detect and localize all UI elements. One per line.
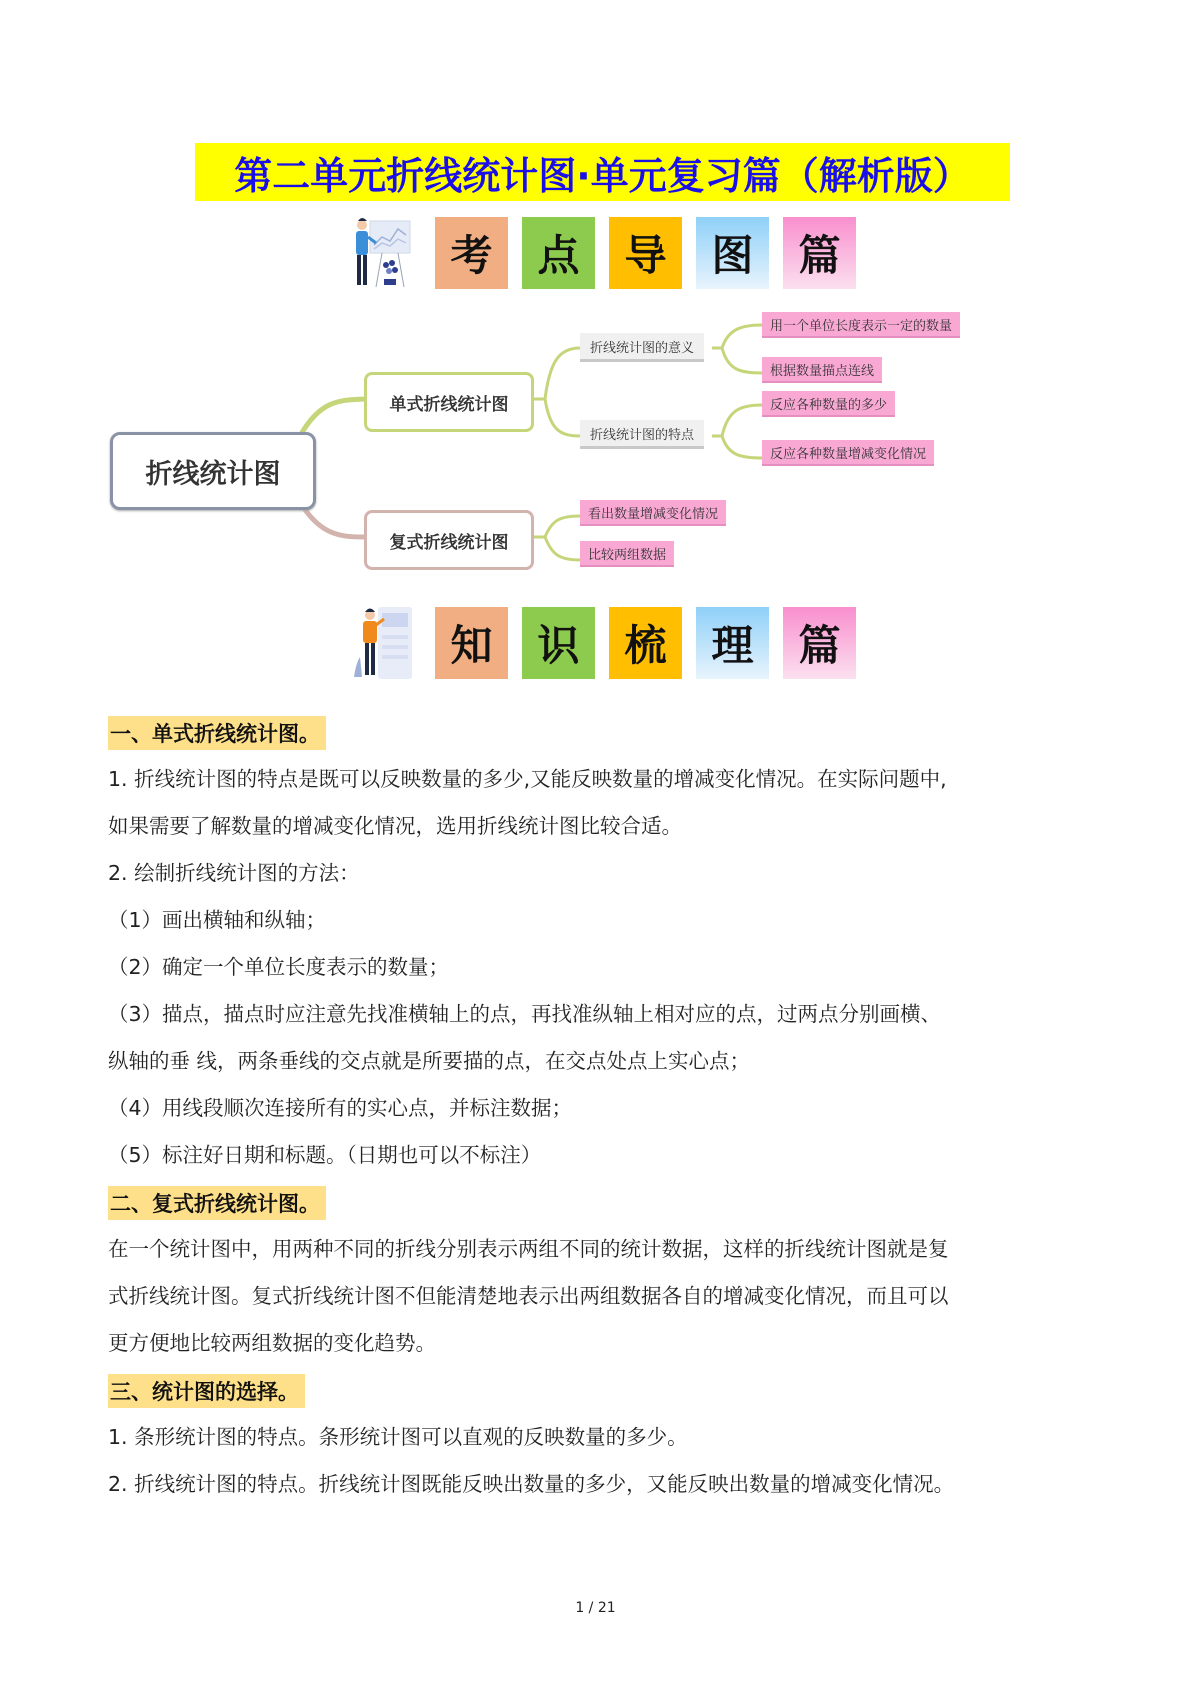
tile-shi: 识 (522, 607, 595, 679)
paragraph-line: 式折线统计图。复式折线统计图不但能清楚地表示出两组数据各自的增减变化情况，而且可以 (108, 1284, 949, 1308)
section-body-single-line (108, 756, 947, 1179)
document-title: 第二单元折线统计图·单元复习篇（解析版） (234, 153, 971, 198)
tile-dian: 点 (522, 217, 595, 289)
paragraph-line: 2. 折线统计图的特点。折线统计图既能反映出数量的多少，又能反映出数量的增减变化情况。 (108, 1472, 955, 1496)
header-knowledge-review (350, 603, 870, 683)
paragraph-line: （1）画出横轴和纵轴； (108, 908, 327, 932)
tile-tu: 图 (696, 217, 769, 289)
paragraph-line: 1. 折线统计图的特点是既可以反映数量的多少,又能反映数量的增减变化情况。在实际问题中, (108, 767, 947, 791)
mindmap-root: 折线统计图 (110, 432, 316, 510)
paragraph-line: （3）描点，描点时应注意先找准横轴上的点，再找准纵轴上相对应的点，过两点分别画横、 (108, 1002, 942, 1026)
tile-zhi: 知 (435, 607, 508, 679)
paragraph-line: 更方便地比较两组数据的变化趋势。 (108, 1331, 436, 1355)
paragraph-line: （2）确定一个单位长度表示的数量； (108, 955, 450, 979)
mindmap-leaf: 根据数量描点连线 (762, 357, 882, 383)
tile-li: 理 (696, 607, 769, 679)
paragraph-line: 1. 条形统计图的特点。条形统计图可以直观的反映数量的多少。 (108, 1425, 688, 1449)
tile-pian: 篇 (783, 217, 856, 289)
paragraph-line: 在一个统计图中，用两种不同的折线分别表示两组不同的统计数据，这样的折线统计图就是复 (108, 1237, 949, 1261)
section-heading-chart-selection: 三、统计图的选择。 (108, 1374, 305, 1408)
mindmap-node-meaning: 折线统计图的意义 (580, 333, 704, 362)
tile-dao: 导 (609, 217, 682, 289)
mindmap-leaf: 看出数量增减变化情况 (580, 500, 726, 526)
paragraph-line: （5）标注好日期和标题。（日期也可以不标注） (108, 1143, 542, 1167)
mindmap-leaf: 用一个单位长度表示一定的数量 (762, 312, 960, 338)
mindmap-leaf: 反应各种数量增减变化情况 (762, 440, 934, 466)
tile-kao: 考 (435, 217, 508, 289)
paragraph-line: 2. 绘制折线统计图的方法： (108, 861, 360, 885)
document-title-band (195, 143, 1010, 201)
mindmap-branch-single-line: 单式折线统计图 (364, 372, 534, 432)
presenter-chart-illustration-icon (350, 213, 425, 293)
page-number: 1 / 21 (575, 1600, 616, 1616)
tile-shu: 梳 (609, 607, 682, 679)
section-body-chart-selection (108, 1414, 954, 1508)
paragraph-line: 纵轴的垂 线，两条垂线的交点就是所要描的点，在交点处点上实心点； (108, 1049, 751, 1073)
mindmap-leaf: 反应各种数量的多少 (762, 391, 895, 417)
mindmap-branch-compound-line: 复式折线统计图 (364, 510, 534, 570)
section-heading-compound-line: 二、复式折线统计图。 (108, 1186, 326, 1220)
tile-pian-2: 篇 (783, 607, 856, 679)
mindmap-node-features: 折线统计图的特点 (580, 420, 704, 449)
presenter-board-illustration-icon (350, 603, 425, 683)
section-heading-single-line: 一、单式折线统计图。 (108, 716, 326, 750)
section-body-compound-line (108, 1226, 949, 1367)
mindmap-leaf: 比较两组数据 (580, 541, 674, 567)
paragraph-line: （4）用线段顺次连接所有的实心点，并标注数据； (108, 1096, 573, 1120)
header-exam-map (350, 213, 870, 293)
paragraph-line: 如果需要了解数量的增减变化情况，选用折线统计图比较合适。 (108, 814, 682, 838)
